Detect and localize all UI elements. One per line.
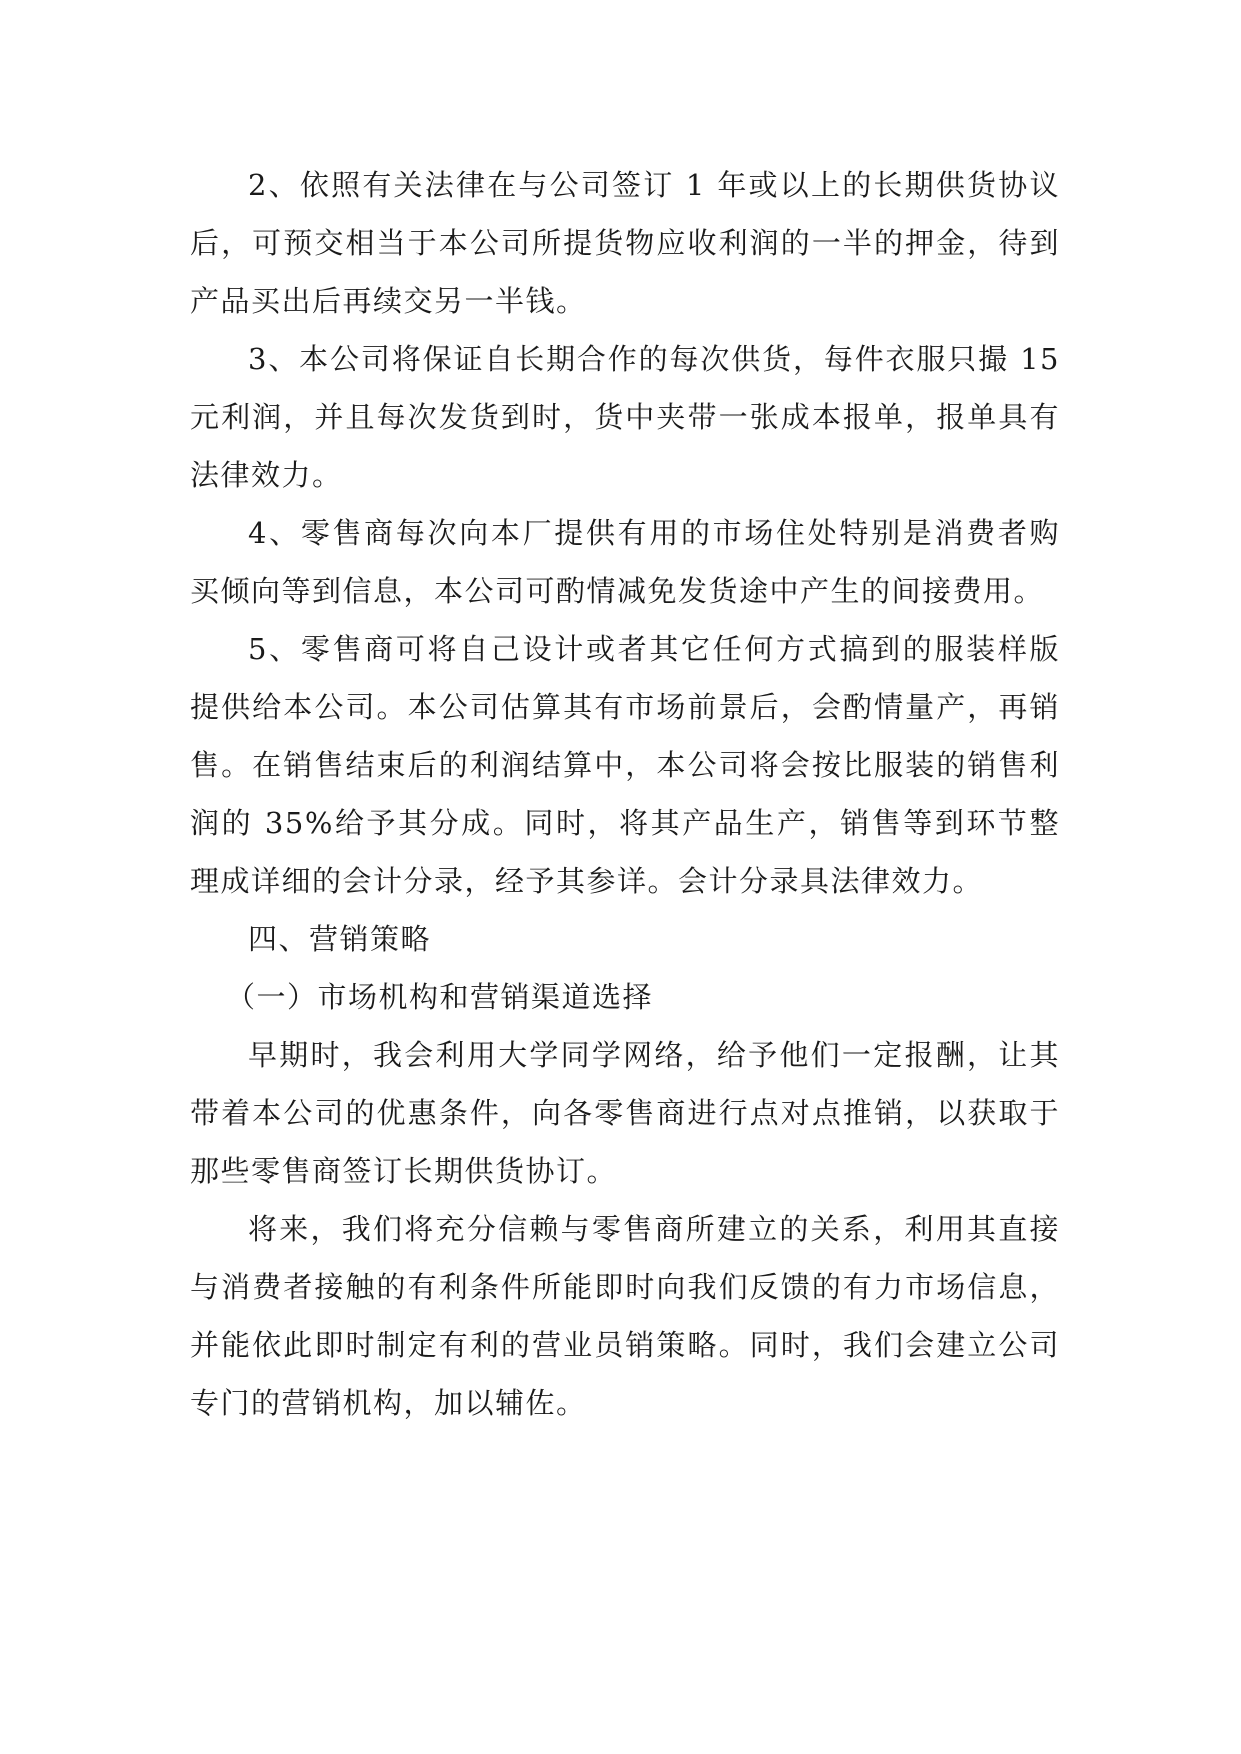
document-body bbox=[190, 156, 1060, 1432]
paragraph-future: 将来，我们将充分信赖与零售商所建立的关系，利用其直接与消费者接触的有利条件所能即时向我们反馈的有力市场信息，并能依此即时制定有利的营业员销策略。同时，我们会建立公司专门的营销机构，加以辅佐。 bbox=[190, 1212, 1060, 1420]
paragraph-item-5: 5、零售商可将自己设计或者其它任何方式搞到的服装样版提供给本公司。本公司估算其有市场前景后，会酌情量产，再销售。在销售结束后的利润结算中，本公司将会按比服装的销售利润的 35%给予其分成。同时，将其产品生产，销售等到环节整理成详细的会计分录，经予其参详。会计分录具法律效力。 bbox=[190, 632, 1060, 898]
paragraph-item-2: 2、依照有关法律在与公司签订 1 年或以上的长期供货协议后，可预交相当于本公司所提货物应收利润的一半的押金，待到产品买出后再续交另一半钱。 bbox=[190, 168, 1060, 318]
subsection-heading: （一）市场机构和营销渠道选择 bbox=[226, 980, 654, 1014]
paragraph-item-4: 4、零售商每次向本厂提供有用的市场住处特别是消费者购买倾向等到信息，本公司可酌情减免发货途中产生的间接费用。 bbox=[190, 516, 1060, 608]
paragraph-early-stage: 早期时，我会利用大学同学网络，给予他们一定报酬，让其带着本公司的优惠条件，向各零售商进行点对点推销，以获取于那些零售商签订长期供货协订。 bbox=[190, 1038, 1060, 1188]
paragraph-item-3: 3、本公司将保证自长期合作的每次供货，每件衣服只撮 15 元利润，并且每次发货到时，货中夹带一张成本报单，报单具有法律效力。 bbox=[190, 342, 1060, 492]
section-heading: 四、营销策略 bbox=[248, 922, 432, 956]
